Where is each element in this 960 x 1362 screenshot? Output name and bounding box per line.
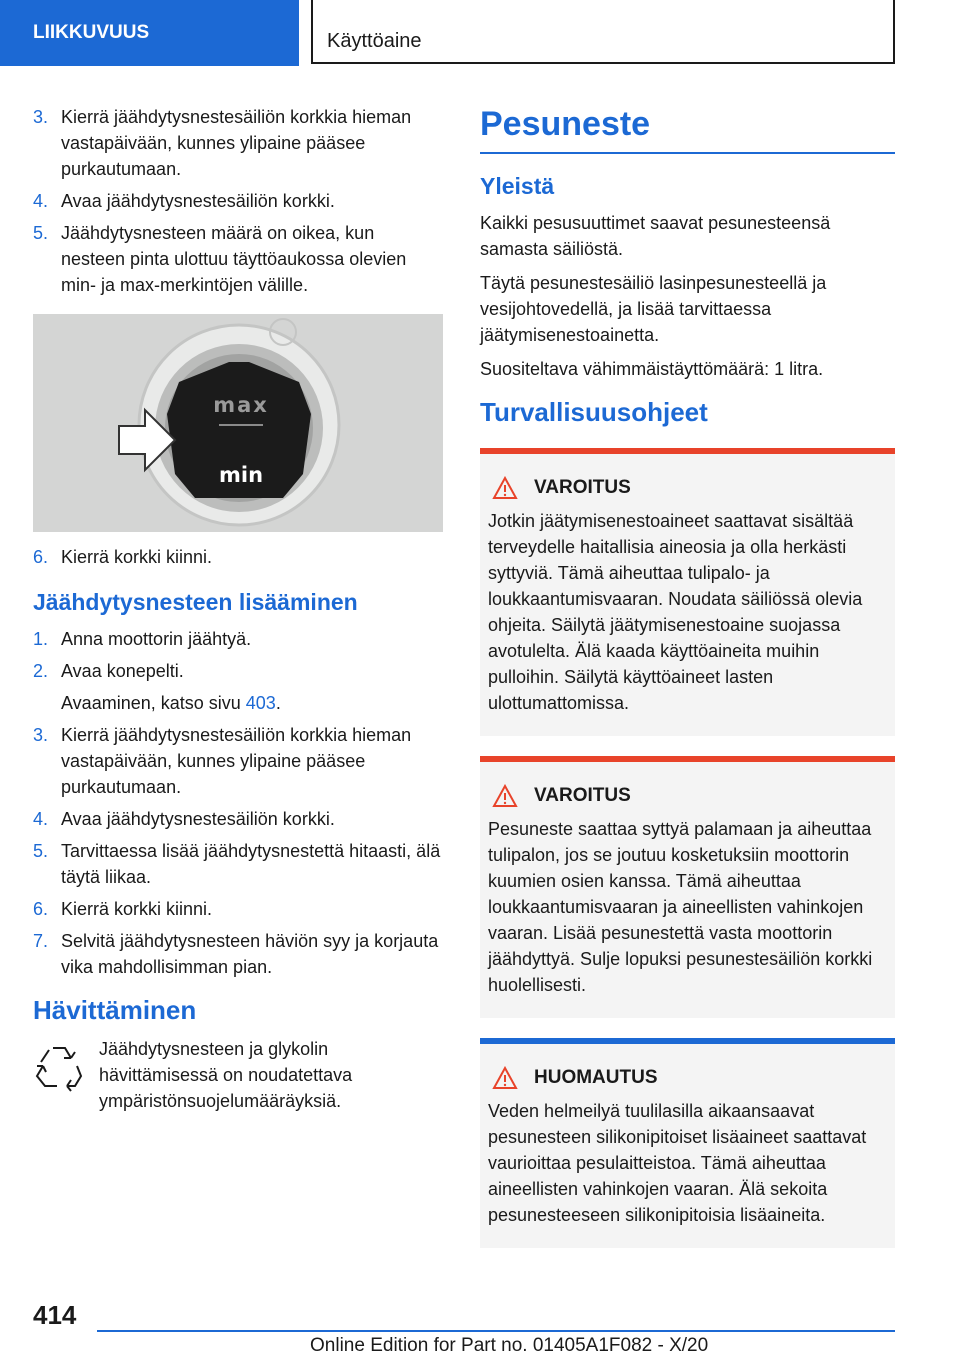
min-label: min — [218, 463, 264, 487]
warning-box — [480, 756, 895, 1018]
step-text: Avaa jäähdytysnestesäiliön korkki. — [61, 191, 335, 211]
section-tab[interactable]: LIIKKUVUUS — [0, 0, 299, 66]
cross-reference — [33, 690, 443, 716]
list-item — [33, 188, 443, 214]
step-number: 2. — [33, 661, 49, 681]
list-item — [33, 896, 443, 922]
list-item — [33, 104, 443, 182]
recycle-icon — [33, 1040, 85, 1092]
left-column — [33, 104, 443, 1122]
step-text: Jäähdytysnesteen määrä on oikea, kun nesteen pinta ulottuu täyttöaukossa olevien min- ja max-merkintöjen välille. — [61, 223, 407, 295]
disposal-text: Jäähdytysnesteen ja glykolin hävittämisessä on noudatettava ympäristönsuojelumääräyksiä. — [99, 1039, 353, 1111]
notice-title: HUOMAUTUS — [534, 1067, 658, 1088]
step-text: Avaa konepelti. — [61, 661, 184, 681]
step-number: 3. — [33, 725, 49, 745]
coolant-level-figure — [33, 314, 443, 532]
step-text: Kierrä korkki kiinni. — [61, 547, 213, 567]
step-number: 4. — [33, 809, 49, 829]
step-number: 6. — [33, 547, 49, 567]
list-item — [33, 838, 443, 890]
step-number: 3. — [33, 107, 49, 127]
section-heading: Yleistä — [480, 173, 555, 199]
warning-triangle-icon — [492, 476, 518, 500]
step-number: 1. — [33, 629, 49, 649]
list-item — [33, 626, 443, 652]
notice-box — [480, 1038, 895, 1248]
page-number: 414 — [33, 1300, 77, 1330]
step-number: 6. — [33, 899, 49, 919]
step-number: 5. — [33, 841, 49, 861]
warning-triangle-icon — [492, 784, 518, 808]
reference-suffix: . — [275, 693, 281, 713]
step-text: Anna moottorin jäähtyä. — [61, 629, 252, 649]
list-item — [33, 806, 443, 832]
max-label: max — [213, 393, 269, 417]
warning-box — [480, 448, 895, 736]
notice-triangle-icon — [492, 1066, 518, 1090]
step-number: 5. — [33, 223, 49, 243]
list-item — [33, 658, 443, 684]
step-text: Kierrä jäähdytysnestesäiliön korkkia hieman vastapäivään, kunnes ylipaine pääsee purkautumaan. — [61, 725, 412, 797]
chapter-title: Käyttöaine — [311, 0, 895, 64]
step-text: Tarvittaessa lisää jäähdytysnestettä hitaasti, älä täytä liikaa. — [61, 841, 441, 887]
page-link[interactable]: 403 — [245, 693, 276, 713]
list-item — [33, 928, 443, 980]
paragraph: Kaikki pesusuuttimet saavat pesunesteensä samasta säiliöstä. — [480, 213, 831, 259]
paragraph: Suositeltava vähimmäistäyttömäärä: 1 litra. — [480, 359, 824, 379]
section-heading: Hävittäminen — [33, 995, 197, 1025]
paragraph: Täytä pesunestesäiliö lasinpesunesteellä ja vesijohtovedellä, ja lisää tarvittaessa jäätymisenestoainetta. — [480, 273, 827, 345]
section-heading: Turvallisuusohjeet — [480, 397, 708, 427]
list-item — [33, 544, 443, 570]
step-text: Kierrä jäähdytysnestesäiliön korkkia hieman vastapäivään, kunnes ylipaine pääsee purkautumaan. — [61, 107, 412, 179]
list-item — [33, 722, 443, 800]
list-item — [33, 220, 443, 298]
step-text: Selvitä jäähdytysnesteen häviön syy ja korjauta vika mahdollisimman pian. — [61, 931, 439, 977]
step-text: Avaa jäähdytysnestesäiliön korkki. — [61, 809, 335, 829]
edition-footer[interactable]: Online Edition for Part no. 01405A1F082 - X/20 — [310, 1335, 709, 1356]
disposal-note — [33, 1036, 443, 1122]
reference-text: Avaaminen, katso sivu — [61, 693, 246, 713]
page-title: Pesuneste — [480, 104, 895, 154]
coolant-cap-illustration — [33, 314, 443, 532]
section-heading: Jäähdytysnesteen lisääminen — [33, 589, 358, 615]
right-column — [480, 104, 895, 1248]
warning-text: Pesuneste saattaa syttyä palamaan ja aiheuttaa tulipalon, jos se joutuu kosketuksiin moottorin kuumien osien kanssa. Tämä aiheuttaa loukkaantumisvaaran ja aineellisten vahinkojen vaaran. Lisää pesunestettä vasta moottorin jäähdyttyä. Sulje lopuksi pesunestesäiliön korkki huolellisesti. — [488, 819, 873, 995]
warning-title: VAROITUS — [534, 785, 631, 806]
step-text: Kierrä korkki kiinni. — [61, 899, 213, 919]
step-number: 4. — [33, 191, 49, 211]
warning-title: VAROITUS — [534, 477, 631, 498]
warning-text: Jotkin jäätymisenestoaineet saattavat sisältää terveydelle haitallisia aineosia ja olla herkästi syttyviä. Tämä aiheuttaa tulipalo- ja loukkaantumisvaaran. Noudata säiliössä olevia ohjeita. Säilytä jäätymisenestoaine suojassa avotulelta. Älä kaada käyttöaineita muihin pulloihin. Säilytä käyttöaineet lasten ulottumattomissa. — [488, 511, 863, 713]
step-number: 7. — [33, 931, 49, 951]
notice-text: Veden helmeilyä tuulilasilla aikaansaavat pesunesteen silikonipitoiset lisäaineet saattavat vaurioittaa pesulaitteistoa. Tämä aiheuttaa aineellisten vahinkojen vaaran. Älä sekoita pesunesteeseen silikonipitoisia lisäaineita. — [488, 1101, 867, 1225]
footer-divider — [97, 1330, 895, 1332]
